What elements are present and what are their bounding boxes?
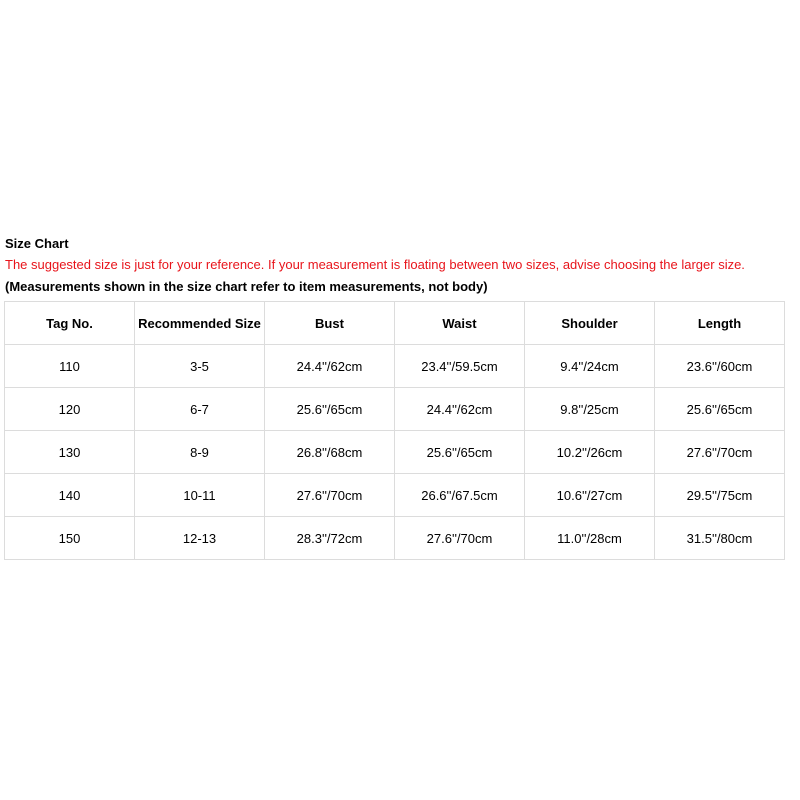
- header-recommended-size: Recommended Size: [135, 302, 265, 345]
- cell-bust: 24.4''/62cm: [265, 345, 395, 388]
- header-waist: Waist: [395, 302, 525, 345]
- cell-bust: 25.6''/65cm: [265, 388, 395, 431]
- cell-recommended-size: 12-13: [135, 517, 265, 560]
- cell-shoulder: 9.4''/24cm: [525, 345, 655, 388]
- table-header-row: [5, 302, 785, 345]
- cell-bust: 27.6''/70cm: [265, 474, 395, 517]
- cell-length: 27.6''/70cm: [655, 431, 785, 474]
- table-row: [5, 474, 785, 517]
- cell-waist: 24.4''/62cm: [395, 388, 525, 431]
- cell-tag-no: 130: [5, 431, 135, 474]
- cell-recommended-size: 6-7: [135, 388, 265, 431]
- table-row: [5, 388, 785, 431]
- cell-tag-no: 120: [5, 388, 135, 431]
- size-recommendation-notice: The suggested size is just for your reference. If your measurement is floating between two sizes, advise choosing the larger size.: [5, 257, 745, 272]
- cell-bust: 28.3''/72cm: [265, 517, 395, 560]
- header-bust: Bust: [265, 302, 395, 345]
- cell-tag-no: 140: [5, 474, 135, 517]
- cell-shoulder: 11.0''/28cm: [525, 517, 655, 560]
- cell-shoulder: 10.6''/27cm: [525, 474, 655, 517]
- header-tag-no: Tag No.: [5, 302, 135, 345]
- cell-tag-no: 110: [5, 345, 135, 388]
- table-row: [5, 345, 785, 388]
- cell-bust: 26.8''/68cm: [265, 431, 395, 474]
- cell-waist: 26.6''/67.5cm: [395, 474, 525, 517]
- size-table: [4, 301, 785, 560]
- table-row: [5, 517, 785, 560]
- cell-length: 25.6''/65cm: [655, 388, 785, 431]
- header-length: Length: [655, 302, 785, 345]
- cell-tag-no: 150: [5, 517, 135, 560]
- cell-recommended-size: 10-11: [135, 474, 265, 517]
- header-shoulder: Shoulder: [525, 302, 655, 345]
- table-row: [5, 431, 785, 474]
- size-chart-title: Size Chart: [5, 236, 69, 251]
- cell-shoulder: 9.8''/25cm: [525, 388, 655, 431]
- cell-length: 31.5''/80cm: [655, 517, 785, 560]
- cell-waist: 25.6''/65cm: [395, 431, 525, 474]
- size-chart-section: [5, 234, 785, 560]
- cell-recommended-size: 8-9: [135, 431, 265, 474]
- cell-length: 23.6''/60cm: [655, 345, 785, 388]
- cell-shoulder: 10.2''/26cm: [525, 431, 655, 474]
- cell-waist: 23.4''/59.5cm: [395, 345, 525, 388]
- cell-length: 29.5''/75cm: [655, 474, 785, 517]
- cell-waist: 27.6''/70cm: [395, 517, 525, 560]
- measurement-note: (Measurements shown in the size chart refer to item measurements, not body): [5, 279, 488, 294]
- cell-recommended-size: 3-5: [135, 345, 265, 388]
